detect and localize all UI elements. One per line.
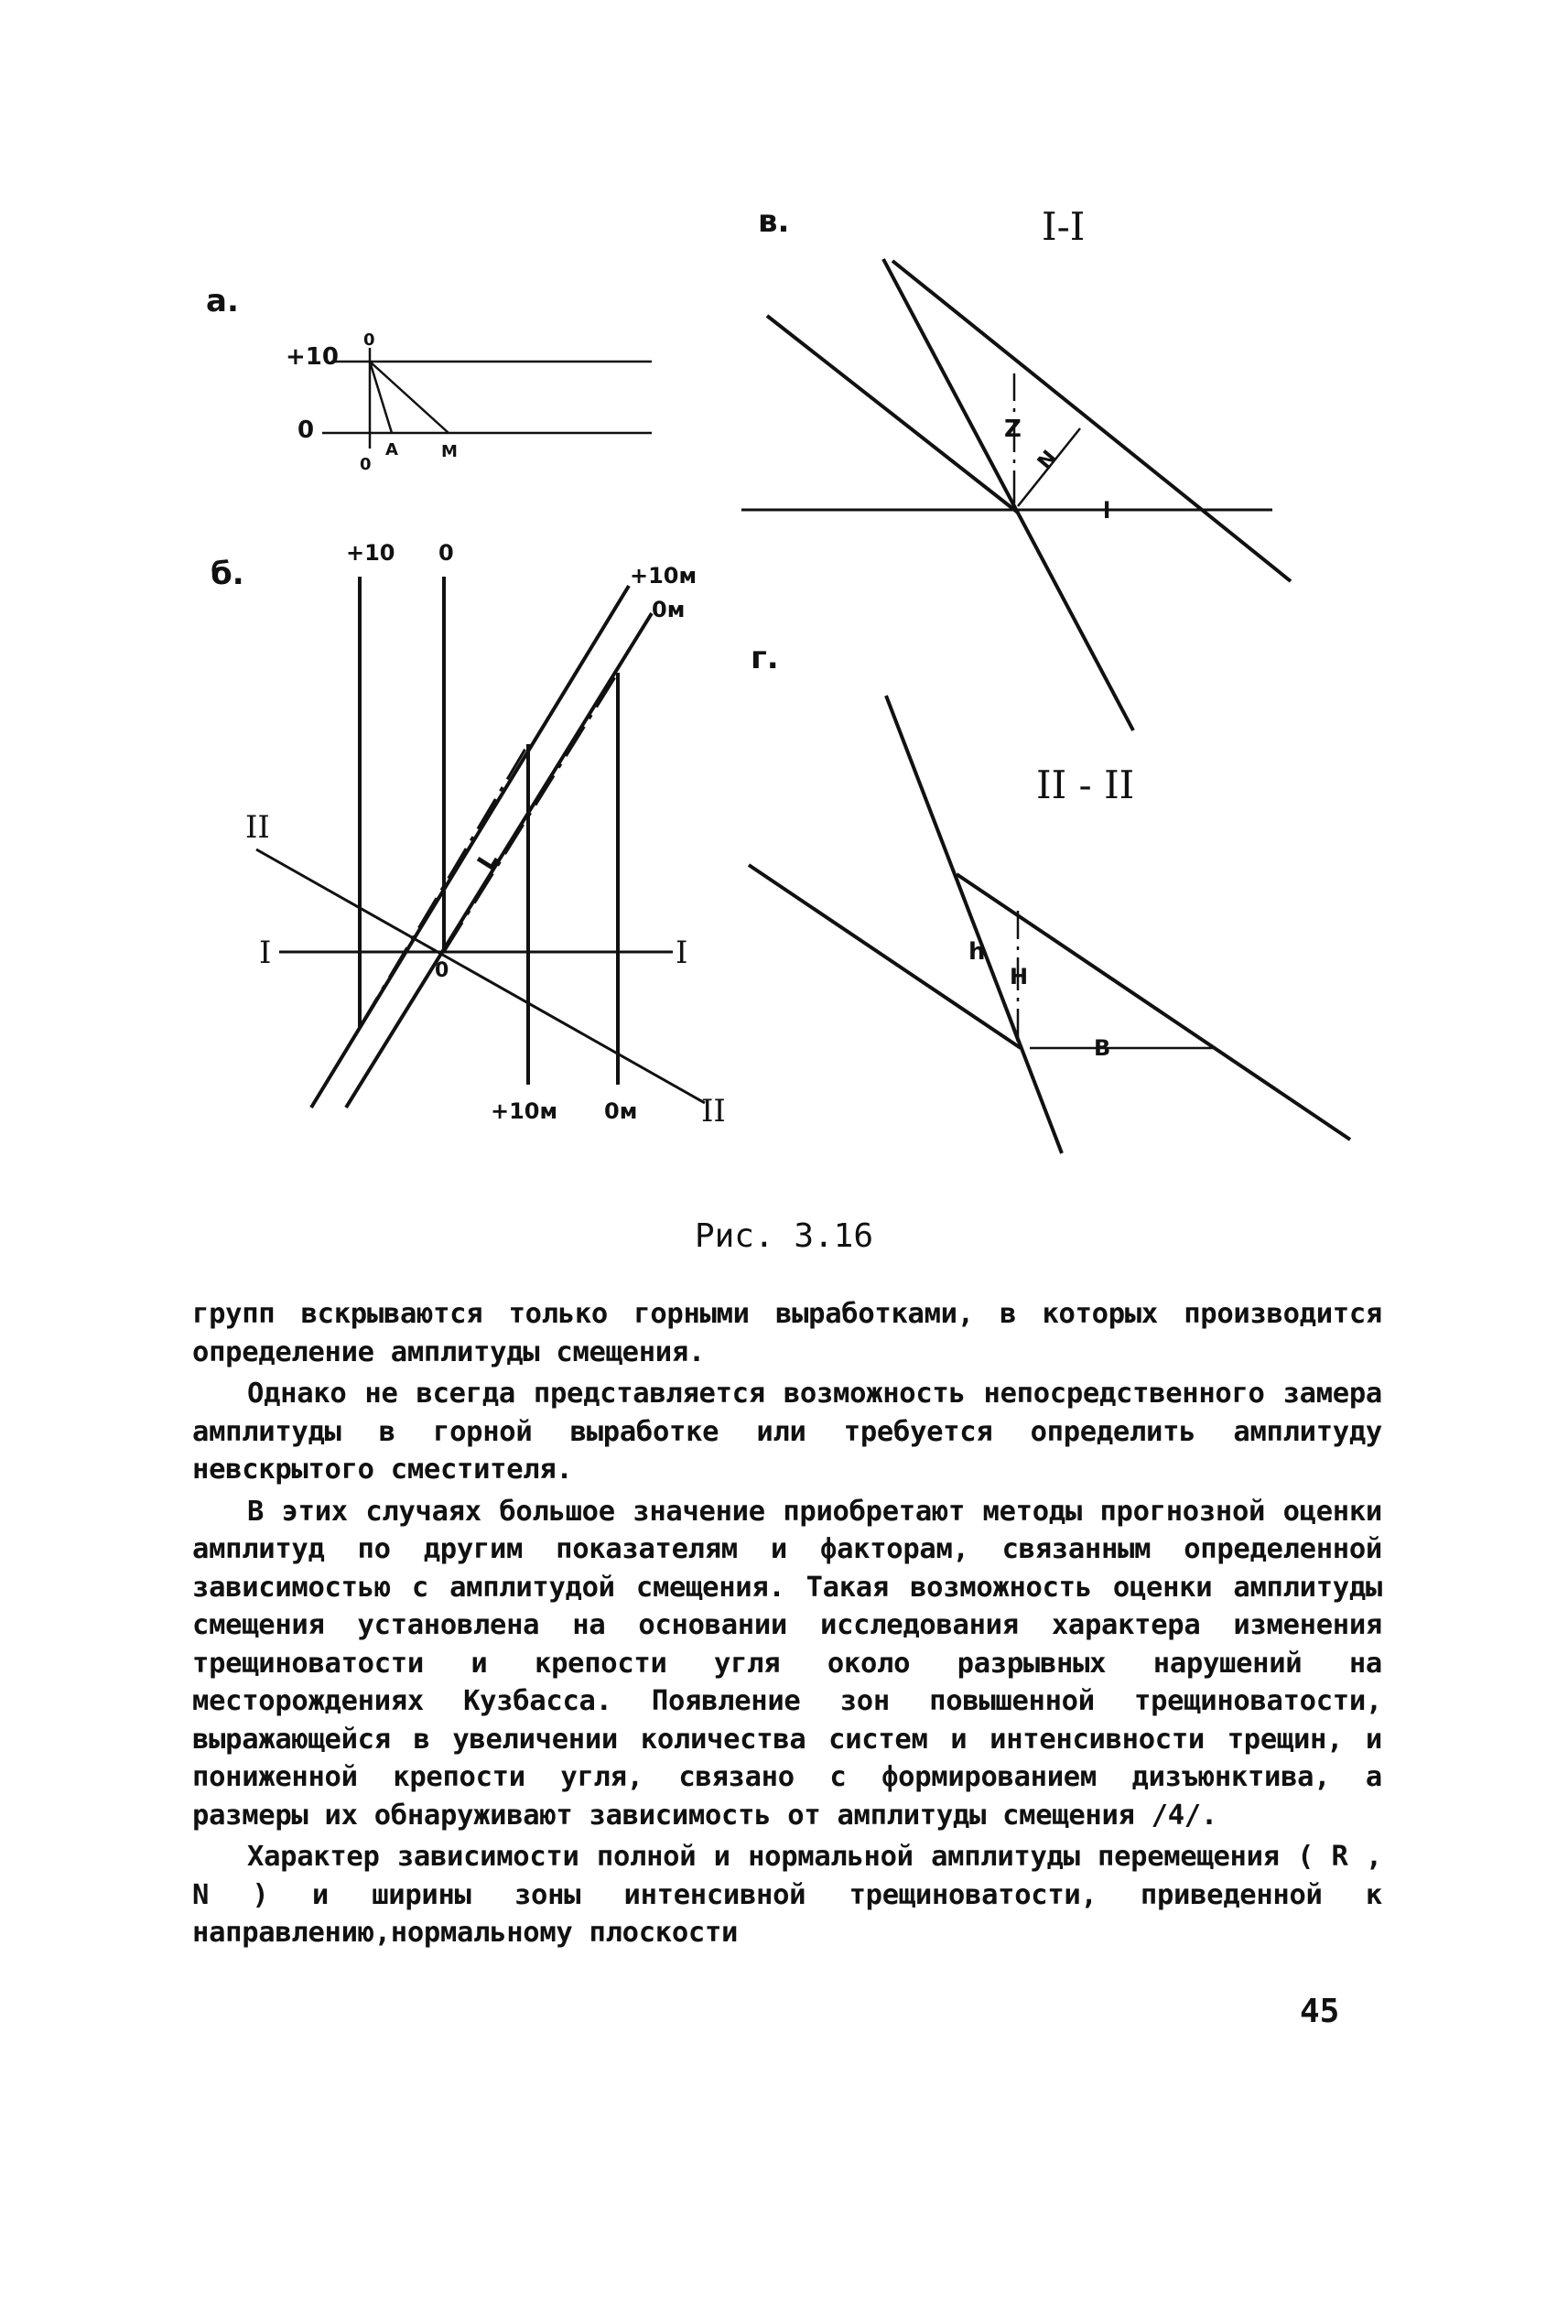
label-center: 0 bbox=[435, 959, 449, 982]
paragraph: Характер зависимости полной и нормальной амплитуды перемещения ( R , N ) и ширины зоны интенсивной трещиноватости, приведенной к направлению,нормальному плоскости bbox=[192, 1841, 1382, 1949]
label-top-plus10: +10 bbox=[346, 540, 395, 566]
paragraph: Однако не всегда представляется возможность непосредственного замера амплитуды в горной выработке или требуется определить амплитуду невскрытого сместителя. bbox=[192, 1378, 1382, 1486]
label-point-a: A bbox=[385, 440, 398, 459]
label-plus10: +10 bbox=[286, 343, 339, 371]
panel-a bbox=[206, 283, 652, 474]
label-top-plus10m: +10м bbox=[630, 563, 697, 589]
panel-b-letter: б. bbox=[211, 556, 244, 592]
panel-b bbox=[211, 540, 726, 1130]
panel-v-section-title: I-I bbox=[1042, 204, 1086, 249]
page-number: 45 bbox=[1300, 1993, 1340, 2030]
label-h-small: h bbox=[968, 938, 986, 966]
label-section-ii-left: II bbox=[245, 809, 270, 846]
panel-g-section-title: II - II bbox=[1036, 762, 1135, 807]
figure-caption: Рис. 3.16 bbox=[694, 1217, 874, 1255]
label-h-big: H bbox=[1010, 964, 1029, 989]
seam-trace bbox=[883, 259, 1133, 730]
label-l: l bbox=[1103, 498, 1111, 524]
label-length: L bbox=[472, 847, 504, 875]
label-bottom-plus10m: +10м bbox=[491, 1098, 558, 1124]
label-section-i-left: I bbox=[259, 935, 272, 971]
panel-v-letter: в. bbox=[758, 203, 790, 240]
label-top-zero-m: 0м bbox=[652, 597, 686, 622]
paragraph: В этих случаях большое значение приобретают методы прогнозной оценки амплитуд по другим показателям и факторам, связанным определенной зависимостью с амплитудой смещения. Такая возможность оценки амплитуды смещения установлена на основании исследования характера изменения трещиноватости и крепости угля около разрывных нарушений на месторождениях Кузбасса. Появление зон повышенной трещиноватости, выражающейся в увеличении количества систем и интенсивности трещин, и пониженной крепости угля, связано с формированием дизъюнктива, а размеры их обнаруживают зависимость от амплитуды смещения /4/. bbox=[192, 1495, 1382, 1832]
label-top-zero: 0 bbox=[438, 540, 454, 566]
dimension-h-small bbox=[957, 877, 1018, 1042]
panel-v bbox=[741, 203, 1291, 730]
panel-g bbox=[749, 640, 1350, 1153]
label-bottom-zero-m: 0м bbox=[604, 1098, 638, 1124]
label-point-bottom: 0 bbox=[360, 455, 372, 474]
panel-a-letter: а. bbox=[206, 283, 239, 319]
label-point-m: M bbox=[441, 442, 458, 461]
body-text bbox=[192, 1295, 1382, 1956]
label-n: N bbox=[1033, 446, 1062, 474]
label-z: Z bbox=[1004, 416, 1022, 443]
fault-plane-lower bbox=[767, 316, 1018, 513]
label-zero: 0 bbox=[297, 416, 315, 444]
fault-plane-upper-g bbox=[957, 874, 1350, 1140]
panel-g-letter: г. bbox=[751, 640, 779, 676]
label-b: B bbox=[1094, 1035, 1111, 1061]
label-section-ii-right: II bbox=[701, 1093, 726, 1130]
fault-plane-upper bbox=[892, 261, 1291, 581]
paragraph: групп вскрываются только горными выработками, в которых производится определение амплитуды смещения. bbox=[192, 1298, 1382, 1368]
label-section-i-right: I bbox=[676, 935, 688, 971]
label-point-top: 0 bbox=[363, 330, 375, 350]
